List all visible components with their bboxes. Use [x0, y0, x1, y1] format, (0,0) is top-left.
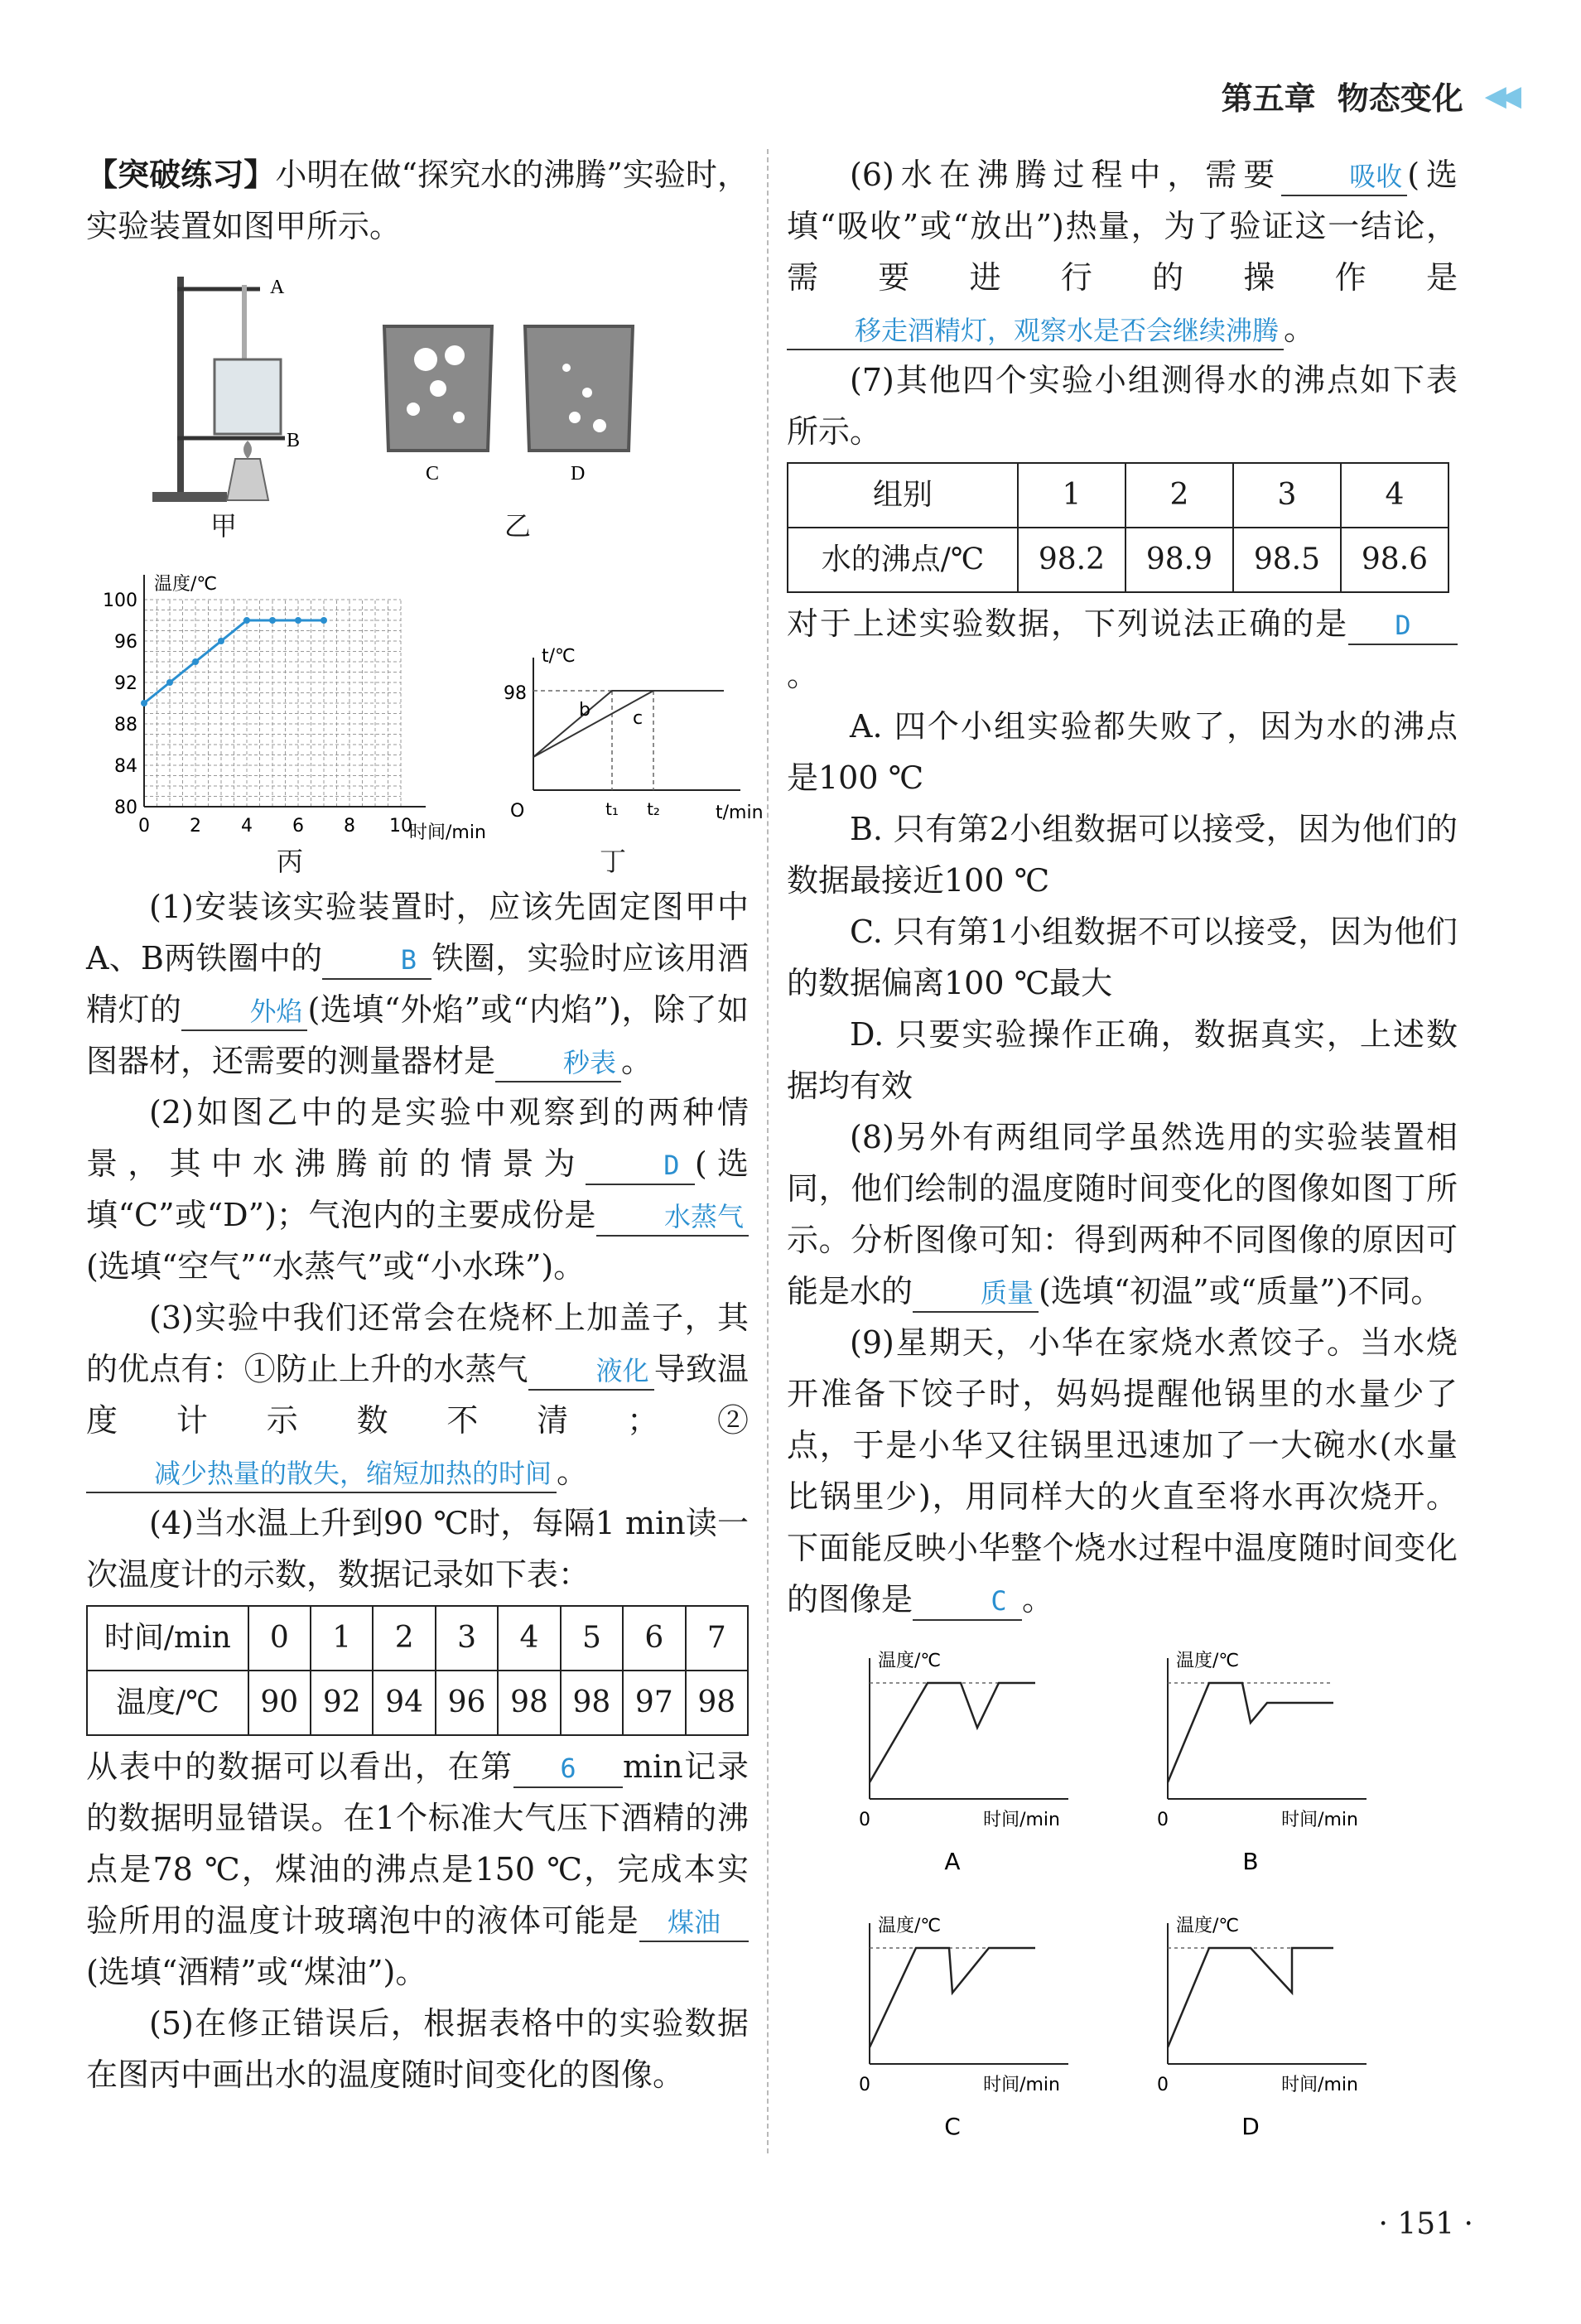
- data-point: [218, 638, 224, 644]
- section-tag: 【突破练习】: [86, 157, 276, 193]
- answer-1b: 外焰: [181, 993, 307, 1031]
- table-row: [788, 463, 1448, 528]
- row-header-time: 时间/min: [87, 1606, 248, 1671]
- temperature-chart-bing: [86, 558, 492, 843]
- question-8: (8)另外有两组同学虽然选用的实验装置相同，他们绘制的温度随时间变化的图像如图丁所示。分析图像可知：得到两种不同图像的原因可能是水的 质量 (选填“初温”或“质量”)不同。: [787, 1111, 1458, 1317]
- table-row: [87, 1606, 748, 1671]
- option-label: B: [1242, 1848, 1259, 1875]
- x-axis-label: 时间/min: [983, 2075, 1060, 2095]
- table-cell: 96: [436, 1671, 498, 1735]
- answer-1c: 秒表: [495, 1044, 621, 1082]
- table-cell: 4: [1341, 463, 1448, 528]
- intro-text: 小明在做“探究水的沸腾”实验时，实验装置如图甲所示。: [86, 157, 749, 244]
- data-point: [141, 700, 147, 706]
- option-graph-a: [836, 1633, 1118, 1882]
- table-cell: 4: [498, 1606, 560, 1671]
- origin-label: 0: [859, 1810, 870, 1830]
- boiling-point-table: [787, 462, 1449, 593]
- option-curve: [870, 1683, 1035, 1782]
- y-tick-label: 84: [114, 756, 137, 777]
- data-point: [321, 617, 327, 624]
- x-tick-label: 4: [241, 816, 253, 837]
- beaker: [214, 359, 281, 434]
- answer-1a: B: [322, 942, 431, 980]
- intro-paragraph: [86, 149, 749, 252]
- table-cell: 94: [373, 1671, 435, 1735]
- caption-yi: 乙: [504, 510, 532, 542]
- series-c-label: c: [633, 708, 643, 729]
- table-cell: 5: [561, 1606, 623, 1671]
- column-divider: [767, 149, 769, 2153]
- time-temperature-table: [86, 1605, 749, 1736]
- answer-2a: D: [586, 1147, 695, 1185]
- answer-6a: 吸收: [1281, 158, 1407, 196]
- option-label: C: [944, 2113, 961, 2140]
- table-cell: 0: [248, 1606, 311, 1671]
- y-axis-label: 温度/℃: [878, 1916, 942, 1936]
- option-curve: [870, 1948, 1035, 2047]
- figure-area: [86, 252, 764, 881]
- option-a: A. 四个小组实验都失败了，因为水的沸点是100 ℃: [787, 708, 1458, 796]
- x-tick-label: 6: [292, 816, 304, 837]
- question-3: (3)实验中我们还常会在烧杯上加盖子，其的优点有：①防止上升的水蒸气 液化 导致温度计示数不清；②减少热量的散失，缩短加热的时间 。: [86, 1292, 749, 1497]
- table-cell: 98: [686, 1671, 748, 1735]
- option-label: D: [1241, 2113, 1260, 2140]
- page-number: · 151 ·: [1378, 2207, 1473, 2241]
- x-axis-label: 时间/min: [1281, 2075, 1358, 2095]
- answer-8: 质量: [913, 1275, 1039, 1313]
- table-cell: 90: [248, 1671, 311, 1735]
- table-cell: 6: [623, 1606, 685, 1671]
- y-axis-label: 温度/℃: [878, 1651, 942, 1671]
- answer-2b: 水蒸气: [596, 1198, 749, 1237]
- data-point: [243, 617, 250, 624]
- table-cell: 7: [686, 1606, 748, 1671]
- question-5: (5)在修正错误后，根据表格中的实验数据在图丙中画出水的温度随时间变化的图像。: [86, 2005, 749, 2093]
- y-axis-label: t/℃: [542, 646, 576, 667]
- label-a: A: [270, 277, 285, 298]
- y-tick-label: 96: [114, 632, 137, 653]
- alcohol-lamp: [227, 459, 268, 500]
- y-axis-label: 温度/℃: [154, 574, 218, 595]
- option-curve: [1168, 1683, 1333, 1782]
- caption-jia: 甲: [210, 510, 238, 542]
- x-tick-t2: t₂: [647, 799, 660, 819]
- y-tick-label: 88: [114, 715, 137, 735]
- table-cell: 98.5: [1233, 528, 1341, 592]
- y-tick-label: 80: [114, 798, 137, 818]
- option-graphs: [787, 1633, 1458, 2163]
- answer-7: D: [1348, 607, 1458, 645]
- y-axis-label: 温度/℃: [1176, 1916, 1240, 1936]
- option-graph-b: [1135, 1633, 1416, 1882]
- question-6: (6)水在沸腾过程中，需要 吸收 (选填“吸收”或“放出”)热量，为了验证这一结论，需要进行的操作是移走酒精灯，观察水是否会继续沸腾 。: [787, 149, 1458, 354]
- question-1: (1)安装该实验装置时，应该先固定图甲中A、B两铁圈中的 B 铁圈，实验时应该用酒精灯的 外焰 (选填“外焰”或“内焰”)，除了如图器材，还需要的测量器材是 秒表 。: [86, 881, 749, 1087]
- label-c: C: [426, 463, 440, 485]
- double-arrow-icon: ◀◀: [1484, 79, 1515, 113]
- answer-4b: 煤油: [639, 1904, 749, 1942]
- option-graph-d: [1135, 1898, 1416, 2147]
- row-header-point: 水的沸点/℃: [788, 528, 1018, 592]
- caption-bing: 丙: [277, 846, 304, 877]
- x-axis-label: 时间/min: [409, 822, 486, 843]
- table-cell: 98.6: [1341, 528, 1448, 592]
- x-tick-label: 8: [344, 816, 355, 837]
- table-cell: 2: [373, 1606, 435, 1671]
- x-tick-label: 10: [389, 816, 412, 837]
- label-d: D: [571, 463, 586, 485]
- x-axis-label: 时间/min: [1281, 1810, 1358, 1830]
- answer-9: C: [913, 1583, 1022, 1621]
- series-b-label: b: [579, 700, 590, 721]
- data-point: [166, 679, 173, 686]
- caption-ding: 丁: [600, 846, 627, 877]
- left-column: [86, 149, 764, 2100]
- data-point: [269, 617, 276, 624]
- origin-label: O: [510, 801, 525, 822]
- row-header-temp: 温度/℃: [87, 1671, 248, 1735]
- chapter-number: 第五章: [1221, 80, 1316, 117]
- flame: [243, 441, 252, 459]
- option-graph-c: [836, 1898, 1118, 2147]
- option-d: D. 只要实验操作正确，数据真实，上述数据均有效: [787, 1016, 1458, 1104]
- x-tick-label: 0: [138, 816, 150, 837]
- answer-3b: 减少热量的散失，缩短加热的时间: [86, 1455, 557, 1493]
- table-cell: 3: [1233, 463, 1341, 528]
- question-4-cont: 从表中的数据可以看出，在第 6 min记录的数据明显错误。在1个标准大气压下酒精的沸点是78 ℃，煤油的沸点是150 ℃，完成本实验所用的温度计玻璃泡中的液体可能是 煤油(选填“酒精”或“煤油”)。: [86, 1748, 749, 1990]
- option-label: A: [944, 1848, 961, 1875]
- stand-rod: [177, 277, 184, 500]
- answer-3a: 液化: [528, 1352, 654, 1391]
- table-cell: 3: [436, 1606, 498, 1671]
- x-axis-label: t/min: [716, 803, 764, 823]
- answer-4a: 6: [513, 1750, 623, 1788]
- data-point: [192, 658, 199, 665]
- table-row: [87, 1671, 748, 1735]
- answer-6b: 移走酒精灯，观察水是否会继续沸腾: [787, 312, 1284, 350]
- table-cell: 2: [1125, 463, 1233, 528]
- label-b: B: [287, 430, 301, 451]
- question-2: (2)如图乙中的是实验中观察到的两种情景，其中水沸腾前的情景为 D (选填“C”或“D”)；气泡内的主要成份是 水蒸气(选填“空气”“水蒸气”或“小水珠”)。: [86, 1094, 749, 1285]
- x-tick-t1: t₁: [605, 799, 619, 819]
- option-c: C. 只有第1小组数据不可以接受，因为他们的数据偏离100 ℃最大: [787, 914, 1458, 1001]
- question-7-cont: 对于上述实验数据，下列说法正确的是 D。: [787, 598, 1458, 701]
- data-point: [295, 617, 301, 624]
- origin-label: 0: [1157, 1810, 1169, 1830]
- option-curve: [1168, 1948, 1333, 2047]
- x-axis-label: 时间/min: [983, 1810, 1060, 1830]
- question-4: (4)当水温上升到90 ℃时，每隔1 min读一次温度计的示数，数据记录如下表：: [86, 1505, 749, 1593]
- boil-label: 98: [504, 683, 527, 704]
- question-9: (9)星期天，小华在家烧水煮饺子。当水烧开准备下饺子时，妈妈提醒他锅里的水量少了点，于是小华又往锅里迅速加了一大碗水(水量比锅里少)，用同样大的火直至将水再次烧开。下面能反映小华整个烧水过程中温度随时间变化的图像是 C 。: [787, 1317, 1458, 1625]
- table-cell: 98: [561, 1671, 623, 1735]
- origin-label: 0: [859, 2075, 870, 2095]
- x-tick-label: 2: [190, 816, 201, 837]
- table-cell: 1: [311, 1606, 373, 1671]
- table-cell: 98.9: [1125, 528, 1233, 592]
- chapter-title: 物态变化: [1337, 80, 1463, 117]
- option-b: B. 只有第2小组数据可以接受，因为他们的数据最接近100 ℃: [787, 811, 1458, 899]
- apparatus-figure: [144, 260, 310, 509]
- origin-label: 0: [1157, 2075, 1169, 2095]
- right-column: [787, 149, 1458, 2163]
- series-b-line: [533, 691, 724, 757]
- table-row: [788, 528, 1448, 592]
- table-cell: 98.2: [1018, 528, 1125, 592]
- table-cell: 92: [311, 1671, 373, 1735]
- beaker-d: [525, 326, 633, 451]
- table-cell: 1: [1018, 463, 1125, 528]
- temperature-chart-ding: [492, 633, 764, 840]
- y-axis-label: 温度/℃: [1176, 1651, 1240, 1671]
- table-cell: 98: [498, 1671, 560, 1735]
- table-cell: 97: [623, 1671, 685, 1735]
- row-header-group: 组别: [788, 463, 1018, 528]
- chapter-header: [1222, 73, 1515, 118]
- question-7: (7)其他四个实验小组测得水的沸点如下表所示。: [787, 362, 1458, 450]
- y-tick-label: 92: [114, 673, 137, 694]
- y-tick-label: 100: [103, 591, 137, 611]
- beakers-figure: [376, 318, 641, 484]
